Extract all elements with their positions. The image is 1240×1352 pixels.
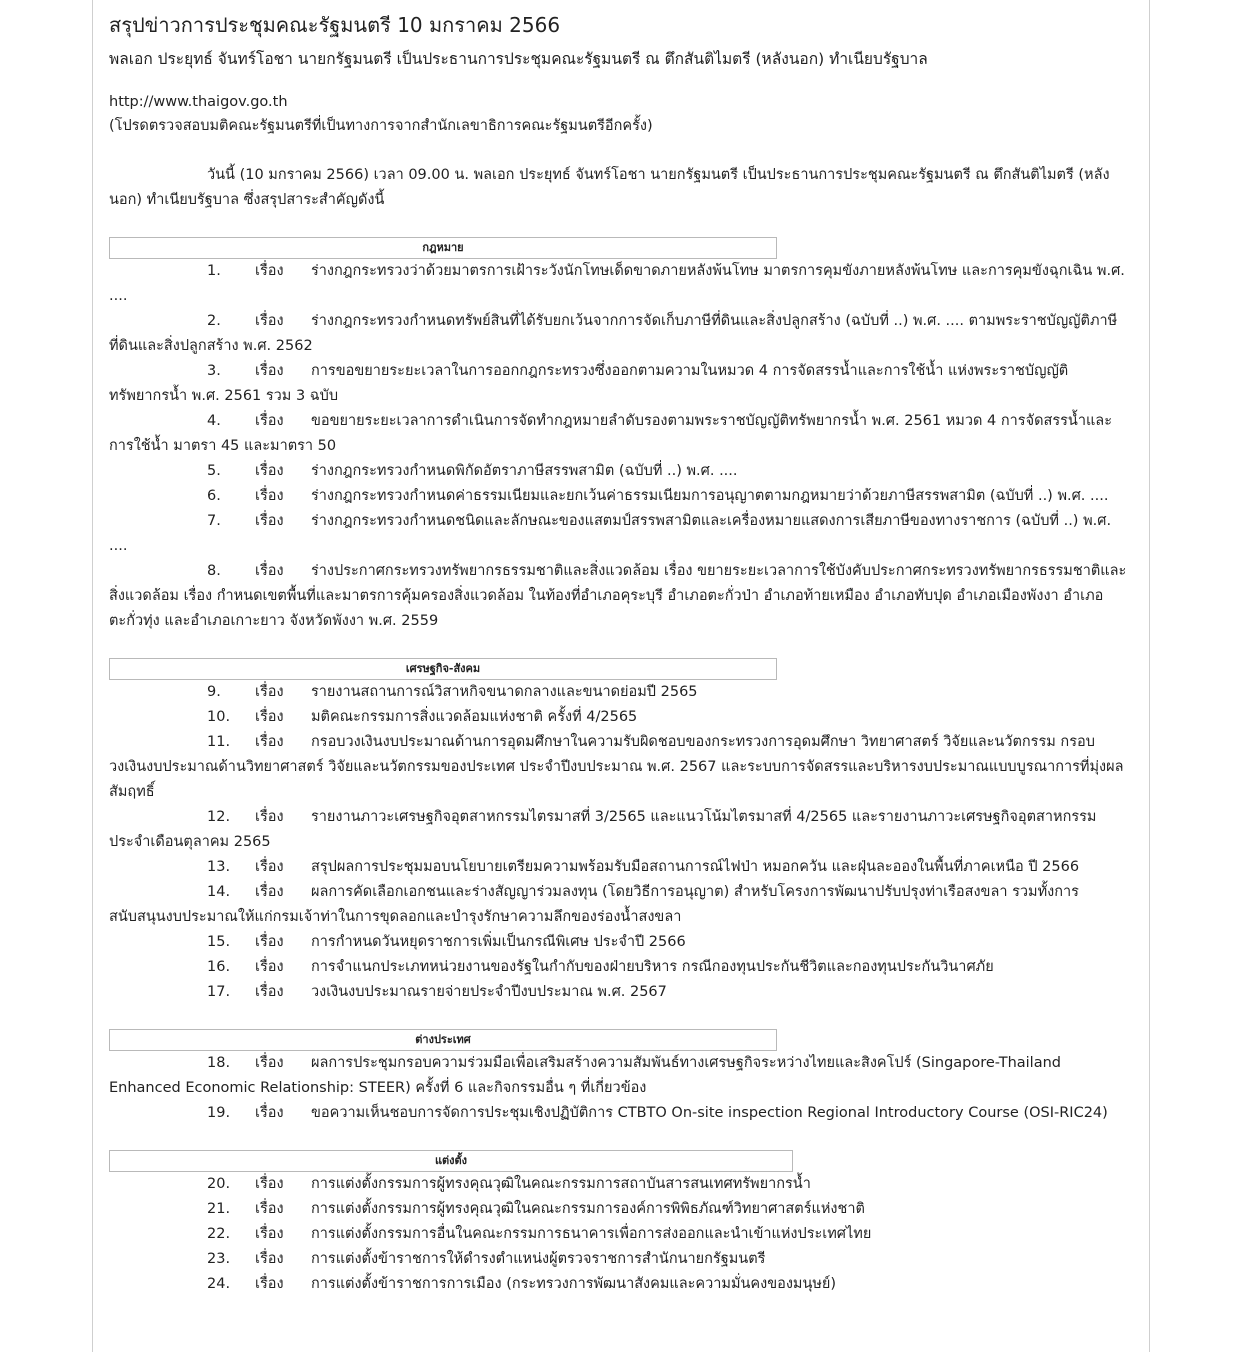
item-number: 2. [207,313,221,329]
item-text: รายงานสถานการณ์วิสาหกิจขนาดกลางและขนาดย่อมปี 2565 [311,684,698,700]
item-text: การแต่งตั้งข้าราชการให้ดำรงตำแหน่งผู้ตรวจราชการสำนักนายกรัฐมนตรี [311,1251,766,1267]
item-text: ร่างกฎกระทรวงกำหนดชนิดและลักษณะของแสตมป์สรรพสามิตและเครื่องหมายแสดงการเสียภาษีของทางราชการ (ฉบับที่ ..) พ.ศ. .... [109,513,1112,554]
document-content [109,8,1135,1297]
item-number: 1. [207,263,221,279]
document-page [92,0,1150,1352]
item-number: 7. [207,513,221,529]
item-text: ร่างกฎกระทรวงว่าด้วยมาตรการเฝ้าระวังนักโทษเด็ดขาดภายหลังพ้นโทษ มาตรการคุมขังภายหลังพ้นโทษ และการคุมขังฉุกเฉิน พ.ศ. .... [109,263,1125,304]
list-item [109,980,1127,1005]
section-header: เศรษฐกิจ-สังคม [109,658,777,680]
item-label: เรื่อง [255,488,284,504]
item-number: 16. [207,959,231,975]
page-title: สรุปข่าวการประชุมคณะรัฐมนตรี 10 มกราคม 2566 [109,13,561,37]
item-text: ผลการคัดเลือกเอกชนและร่างสัญญาร่วมลงทุน (โดยวิธีการอนุญาต) สำหรับโครงการพัฒนาปรับปรุงท่าเรือสงขลา รวมทั้งการสนับสนุนงบประมาณให้แก่กรมเจ้าท่าในการขุดลอกและบำรุงรักษาความลึกของร่องน้ำสงขลา [109,884,1079,925]
item-label: เรื่อง [255,463,284,479]
list-item [109,409,1127,459]
list-item [109,1172,1127,1197]
item-label: เรื่อง [255,884,284,900]
item-text: ขอขยายระยะเวลาการดำเนินการจัดทำกฎหมายลำดับรองตามพระราชบัญญัติทรัพยากรน้ำ พ.ศ. 2561 หมวด 4 การจัดสรรน้ำและการใช้น้ำ มาตรา 45 และมาตรา 50 [109,413,1112,454]
item-text: วงเงินงบประมาณรายจ่ายประจำปีงบประมาณ พ.ศ. 2567 [311,984,667,1000]
item-text: ร่างกฎกระทรวงกำหนดค่าธรรมเนียมและยกเว้นค่าธรรมเนียมการอนุญาตตามกฎหมายว่าด้วยภาษีสรรพสามิต (ฉบับที่ ..) พ.ศ. .... [311,488,1109,504]
item-text: การแต่งตั้งกรรมการผู้ทรงคุณวุฒิในคณะกรรมการสถาบันสารสนเทศทรัพยากรน้ำ [311,1176,811,1192]
item-label: เรื่อง [255,263,284,279]
list-item [109,805,1127,855]
list-item [109,309,1127,359]
item-label: เรื่อง [255,1105,284,1121]
item-number: 19. [207,1105,231,1121]
item-label: เรื่อง [255,513,284,529]
item-label: เรื่อง [255,959,284,975]
item-text: กรอบวงเงินงบประมาณด้านการอุดมศึกษาในความรับผิดชอบของกระทรวงการอุดมศึกษา วิทยาศาสตร์ วิจัยและนวัตกรรม กรอบวงเงินงบประมาณด้านวิทยาศาสตร์ วิจัยและนวัตกรรมของประเทศ ประจำปีงบประมาณ พ.ศ. 2567 และระบบการจัดสรรและบริหารงบประมาณแบบบูรณาการที่มุ่งผลสัมฤทธิ์ [109,734,1124,800]
item-number: 10. [207,709,231,725]
list-item [109,730,1127,805]
section-economy-society [109,658,1135,1005]
section-header: กฎหมาย [109,237,777,259]
source-link[interactable]: http://www.thaigov.go.th [109,94,288,110]
list-item [109,359,1127,409]
list-item [109,1101,1127,1126]
item-label: เรื่อง [255,934,284,950]
item-text: ขอความเห็นชอบการจัดการประชุมเชิงปฏิบัติการ CTBTO On-site inspection Regional Introductory Course (OSI-RIC24) [311,1105,1108,1121]
item-text: ร่างกฎกระทรวงกำหนดพิกัดอัตราภาษีสรรพสามิต (ฉบับที่ ..) พ.ศ. .... [311,463,738,479]
item-label: เรื่อง [255,709,284,725]
item-text: สรุปผลการประชุมมอบนโยบายเตรียมความพร้อมรับมือสถานการณ์ไฟป่า หมอกควัน และฝุ่นละอองในพื้นที่ภาคเหนือ ปี 2566 [311,859,1080,875]
item-label: เรื่อง [255,563,284,579]
item-text: การกำหนดวันหยุดราชการเพิ่มเป็นกรณีพิเศษ ประจำปี 2566 [311,934,686,950]
list-item [109,1247,1127,1272]
item-number: 22. [207,1226,231,1242]
item-text: การแต่งตั้งกรรมการผู้ทรงคุณวุฒิในคณะกรรมการองค์การพิพิธภัณฑ์วิทยาศาสตร์แห่งชาติ [311,1201,865,1217]
section-foreign-affairs [109,1029,1135,1126]
item-number: 11. [207,734,231,750]
item-label: เรื่อง [255,809,284,825]
list-item [109,930,1127,955]
item-number: 4. [207,413,221,429]
list-item [109,559,1127,634]
list-item [109,259,1127,309]
section-appointments [109,1150,1135,1297]
item-label: เรื่อง [255,859,284,875]
list-item [109,459,1127,484]
item-text: ร่างประกาศกระทรวงทรัพยากรธรรมชาติและสิ่งแวดล้อม เรื่อง ขยายระยะเวลาการใช้บังคับประกาศกระทรวงทรัพยากรธรรมชาติและสิ่งแวดล้อม เรื่อง กำหนดเขตพื้นที่และมาตรการคุ้มครองสิ่งแวดล้อม ในท้องที่อำเภอคุระบุรี อำเภอตะกั่วป่า อำเภอท้ายเหมือง อำเภอทับปุด อำเภอเมืองพังงา อำเภอตะกั่วทุ่ง และอำเภอเกาะยาว จังหวัดพังงา พ.ศ. 2559 [109,563,1127,629]
item-number: 14. [207,884,231,900]
item-text: ร่างกฎกระทรวงกำหนดทรัพย์สินที่ได้รับยกเว้นจากการจัดเก็บภาษีที่ดินและสิ่งปลูกสร้าง (ฉบับที่ ..) พ.ศ. .... ตามพระราชบัญญัติภาษีที่ดินและสิ่งปลูกสร้าง พ.ศ. 2562 [109,313,1118,354]
item-number: 15. [207,934,231,950]
item-label: เรื่อง [255,1201,284,1217]
item-label: เรื่อง [255,1226,284,1242]
item-label: เรื่อง [255,1251,284,1267]
item-label: เรื่อง [255,684,284,700]
section-header: ต่างประเทศ [109,1029,777,1051]
item-number: 23. [207,1251,231,1267]
item-number: 18. [207,1055,231,1071]
page-subtitle: พลเอก ประยุทธ์ จันทร์โอชา นายกรัฐมนตรี เป็นประธานการประชุมคณะรัฐมนตรี ณ ตึกสันติไมตรี (หลังนอก) ทำเนียบรัฐบาล [109,50,928,68]
item-text: รายงานภาวะเศรษฐกิจอุตสาหกรรมไตรมาสที่ 3/2565 และแนวโน้มไตรมาสที่ 4/2565 และรายงานภาวะเศรษฐกิจอุตสาหกรรมประจำเดือนตุลาคม 2565 [109,809,1097,850]
item-label: เรื่อง [255,413,284,429]
item-number: 9. [207,684,221,700]
item-label: เรื่อง [255,1276,284,1292]
item-text: การแต่งตั้งกรรมการอื่นในคณะกรรมการธนาคารเพื่อการส่งออกและนำเข้าแห่งประเทศไทย [311,1226,872,1242]
item-text: การแต่งตั้งข้าราชการการเมือง (กระทรวงการพัฒนาสังคมและความมั่นคงของมนุษย์) [311,1276,837,1292]
item-number: 13. [207,859,231,875]
item-text: การจำแนกประเภทหน่วยงานของรัฐในกำกับของฝ่ายบริหาร กรณีกองทุนประกันชีวิตและกองทุนประกันวินาศภัย [311,959,994,975]
item-label: เรื่อง [255,313,284,329]
list-item [109,484,1127,509]
item-label: เรื่อง [255,984,284,1000]
item-text: ผลการประชุมกรอบความร่วมมือเพื่อเสริมสร้างความสัมพันธ์ทางเศรษฐกิจระหว่างไทยและสิงคโปร์ (Singapore-Thailand Enhanced Economic Relationship: STEER) ครั้งที่ 6 และกิจกรรมอื่น ๆ ที่เกี่ยวข้อง [109,1055,1061,1096]
list-item [109,855,1127,880]
section-header: แต่งตั้ง [109,1150,793,1172]
item-number: 12. [207,809,231,825]
list-item [109,680,1127,705]
item-label: เรื่อง [255,1055,284,1071]
list-item [109,955,1127,980]
list-item [109,1051,1127,1101]
item-number: 3. [207,363,221,379]
item-label: เรื่อง [255,1176,284,1192]
item-number: 24. [207,1276,231,1292]
source-line [109,90,1135,114]
item-number: 21. [207,1201,231,1217]
list-item [109,509,1127,559]
section-law [109,237,1135,634]
list-item [109,1272,1127,1297]
item-label: เรื่อง [255,734,284,750]
list-item [109,705,1127,730]
item-label: เรื่อง [255,363,284,379]
item-number: 5. [207,463,221,479]
item-number: 6. [207,488,221,504]
item-number: 20. [207,1176,231,1192]
item-number: 8. [207,563,221,579]
item-text: มติคณะกรรมการสิ่งแวดล้อมแห่งชาติ ครั้งที่ 4/2565 [311,709,638,725]
item-number: 17. [207,984,231,1000]
list-item [109,880,1127,930]
list-item [109,1197,1127,1222]
intro-paragraph: วันนี้ (10 มกราคม 2566) เวลา 09.00 น. พลเอก ประยุทธ์ จันทร์โอชา นายกรัฐมนตรี เป็นประธานการประชุมคณะรัฐมนตรี ณ ตึกสันติไมตรี (หลังนอก) ทำเนียบรัฐบาล ซึ่งสรุปสาระสำคัญดังนี้ [109,167,1110,208]
item-text: การขอขยายระยะเวลาในการออกกฎกระทรวงซึ่งออกตามความในหมวด 4 การจัดสรรน้ำและการใช้น้ำ แห่งพระราชบัญญัติทรัพยากรน้ำ พ.ศ. 2561 รวม 3 ฉบับ [109,363,1069,404]
verification-note: (โปรดตรวจสอบมติคณะรัฐมนตรีที่เป็นทางการจากสำนักเลขาธิการคณะรัฐมนตรีอีกครั้ง) [109,118,653,134]
list-item [109,1222,1127,1247]
